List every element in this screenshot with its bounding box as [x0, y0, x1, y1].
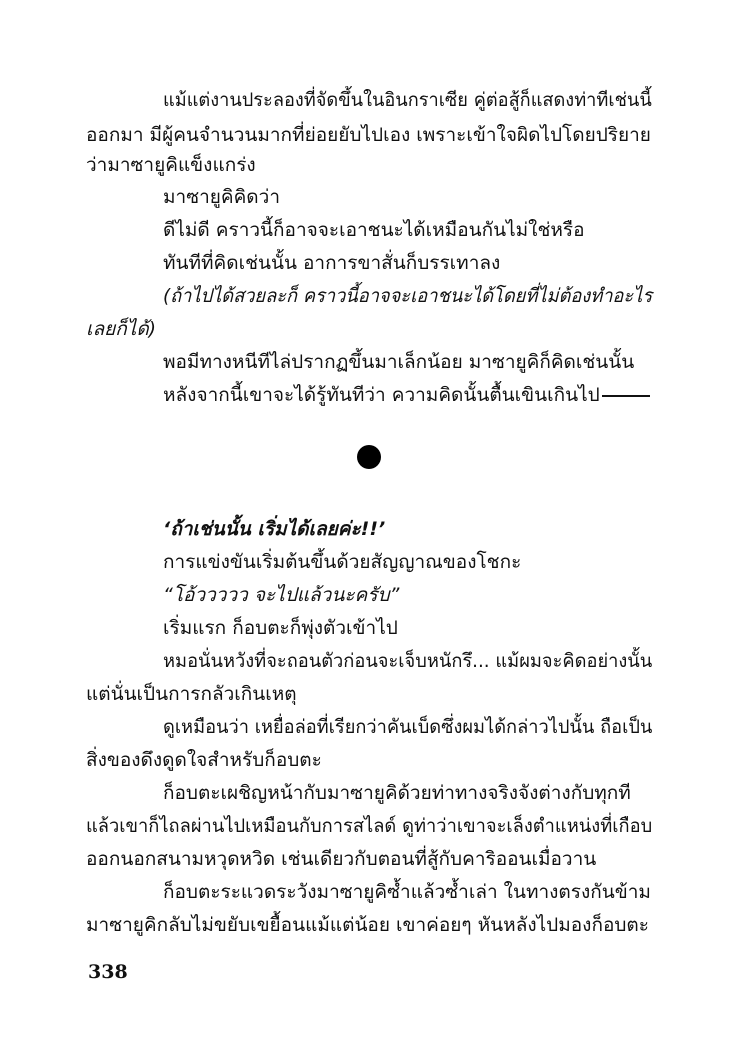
em-dash-rule	[602, 395, 650, 397]
text-line: แล้วเขาก็ไถลผ่านไปเหมือนกับการสไลด์ ดูท่าว่าเขาจะเล็งตำแหน่งที่เกือบ	[86, 815, 653, 837]
text-line: หมอนั่นหวังที่จะถอนตัวก่อนจะเจ็บหนักรึ... แม้ผมจะคิดอย่างนั้น	[163, 650, 653, 672]
scene-break-dot	[357, 445, 381, 469]
text-line: ดีไม่ดี คราวนี้ก็อาจจะเอาชนะได้เหมือนกันไม่ใช่หรือ	[163, 219, 585, 241]
thought-line: เลยก็ได้)	[86, 318, 157, 340]
text-line: ก็อบตะระแวดระวังมาซายูคิซ้ำแล้วซ้ำเล่า ในทางตรงกันข้าม	[163, 881, 651, 903]
text-line: แม้แต่งานประลองที่จัดขึ้นในอินกราเซีย คู่ต่อสู้ก็แสดงท่าทีเช่นนี้	[163, 89, 652, 111]
dialogue-line: “โอ้ววววว จะไปแล้วนะครับ”	[163, 584, 400, 606]
text-line: เริ่มแรก ก็อบตะก็พุ่งตัวเข้าไป	[163, 617, 398, 639]
text-line: พอมีทางหนีทีไล่ปรากฏขึ้นมาเล็กน้อย มาซายูคิก็คิดเช่นนั้น	[163, 351, 635, 373]
announcement-line: ‘ถ้าเช่นนั้น เริ่มได้เลยค่ะ!!’	[163, 518, 386, 540]
text-line: ว่ามาซายูคิแข็งแกร่ง	[86, 154, 256, 176]
thought-line: (ถ้าไปได้สวยละก็ คราวนี้อาจจะเอาชนะได้โดยที่ไม่ต้องทำอะไร	[163, 285, 653, 307]
text-line: แต่นั่นเป็นการกลัวเกินเหตุ	[86, 683, 297, 705]
text-line: มาซายูคิคิดว่า	[163, 186, 280, 208]
text-line: ดูเหมือนว่า เหยื่อล่อที่เรียกว่าคันเบ็ดซึ่งผมได้กล่าวไปนั้น ถือเป็น	[163, 716, 653, 738]
text-line: สิ่งของดึงดูดใจสำหรับก็อบตะ	[86, 749, 322, 771]
text-line: มาซายูคิกลับไม่ขยับเขยื้อนแม้แต่น้อย เขาค่อยๆ หันหลังไปมองก็อบตะ	[86, 914, 649, 936]
text-line: ก็อบตะเผชิญหน้ากับมาซายูคิด้วยท่าทางจริงจังต่างกับทุกที	[163, 782, 631, 804]
page-number: 338	[88, 961, 128, 983]
text-line: ทันทีที่คิดเช่นนั้น อาการขาสั่นก็บรรเทาลง	[163, 252, 501, 274]
text-line: หลังจากนี้เขาจะได้รู้ทันทีว่า ความคิดนั้นตื้นเขินเกินไป	[0, 378, 738, 412]
text-line: การแข่งขันเริ่มต้นขึ้นด้วยสัญญาณของโชกะ	[163, 551, 522, 573]
text-line: ออกนอกสนามหวุดหวิด เช่นเดียวกับตอนที่สู้กับคาริออนเมื่อวาน	[86, 848, 597, 870]
text-line: ออกมา มีผู้คนจำนวนมากที่ย่อยยับไปเอง เพราะเข้าใจผิดไปโดยปริยาย	[86, 124, 651, 146]
